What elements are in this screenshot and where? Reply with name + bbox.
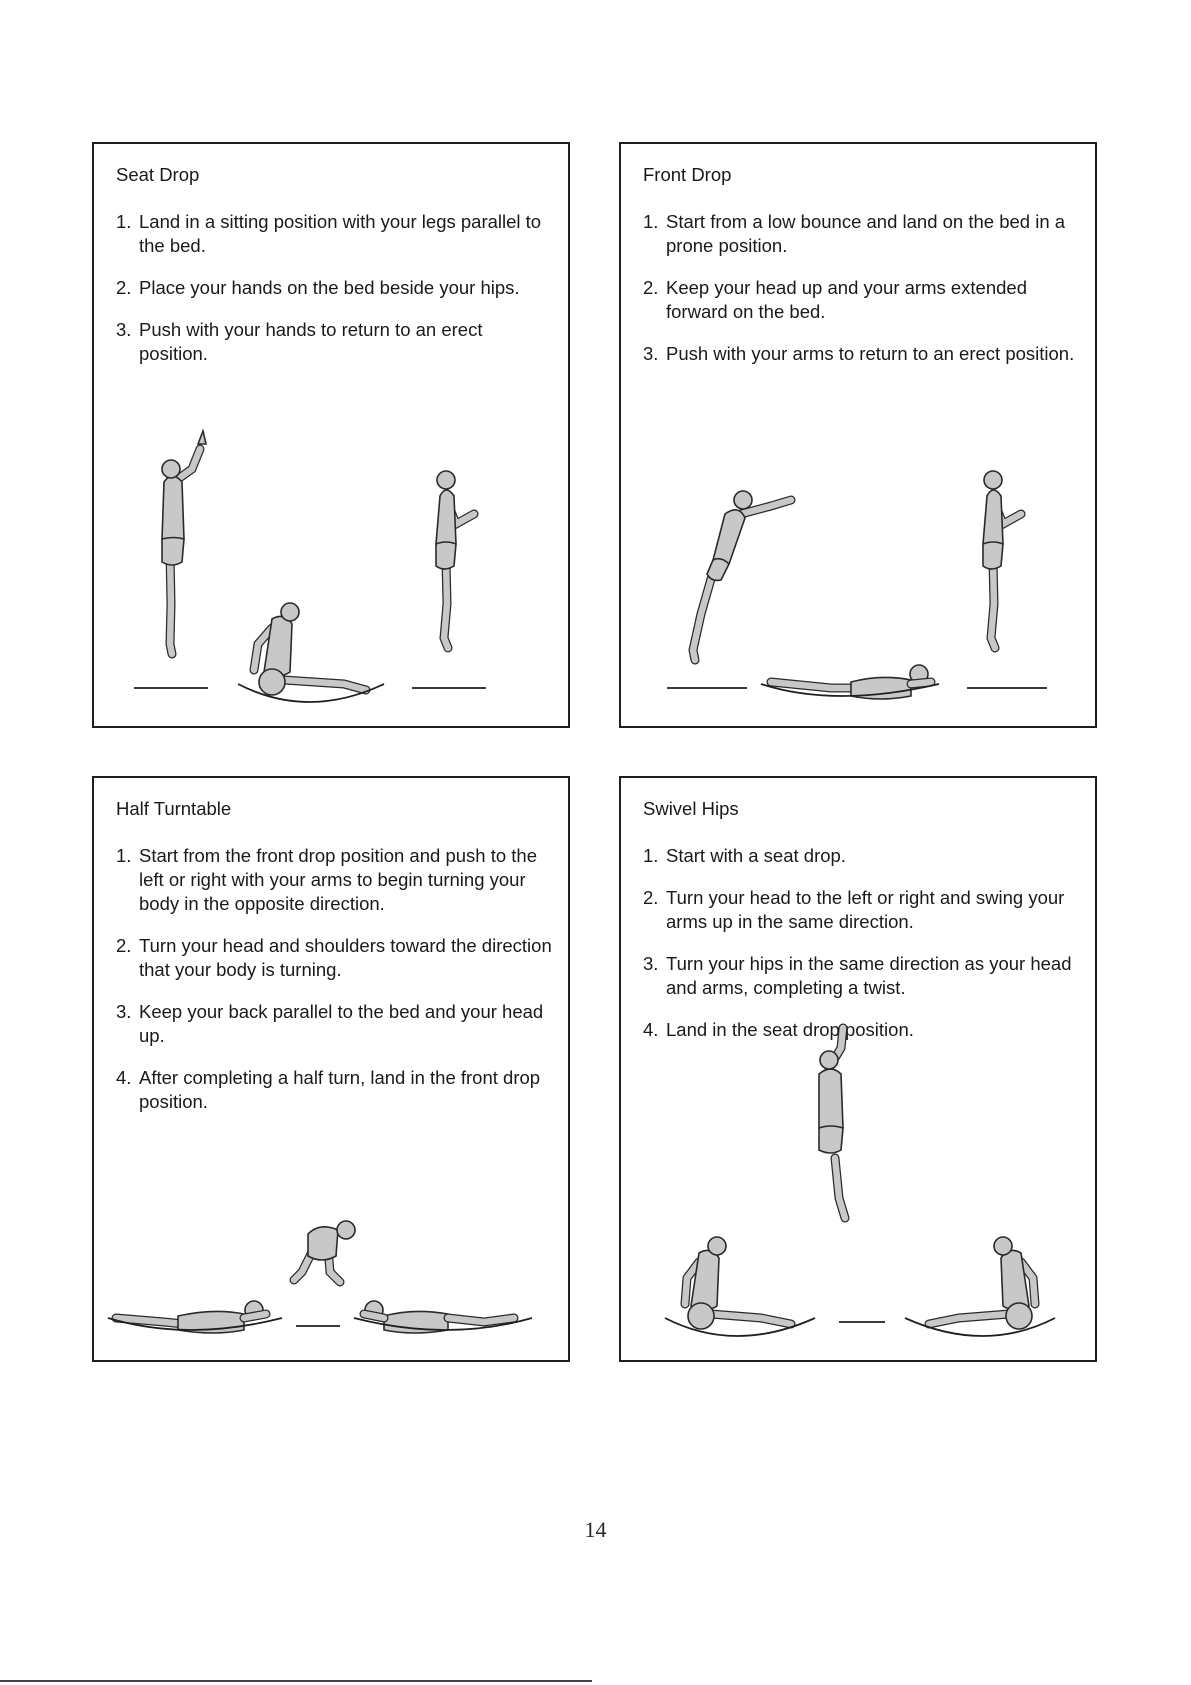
step-number: 3. bbox=[116, 319, 132, 340]
step-text: Land in a sitting position with your legs parallel to the bed. bbox=[139, 211, 542, 256]
leaning-figure bbox=[693, 491, 791, 660]
step-text: Keep your head up and your arms extended forward on the bed. bbox=[666, 277, 1027, 322]
seated-figure bbox=[254, 603, 366, 695]
step-number: 2. bbox=[116, 277, 132, 298]
bed-line bbox=[761, 684, 939, 696]
panel-title: Front Drop bbox=[643, 164, 732, 185]
step-text: Turn your head and shoulders toward the direction that your body is turning. bbox=[139, 935, 552, 980]
standing-figure bbox=[983, 471, 1021, 648]
step-number: 4. bbox=[116, 1067, 132, 1088]
prone-figure bbox=[364, 1301, 514, 1333]
step-item bbox=[116, 1066, 556, 1114]
seat-drop-panel bbox=[92, 142, 570, 728]
step-text: Keep your back parallel to the bed and your head up. bbox=[139, 1001, 544, 1046]
step-number: 1. bbox=[643, 211, 659, 232]
half-turntable-panel bbox=[92, 776, 570, 1362]
step-item bbox=[116, 844, 556, 916]
step-text: Push with your arms to return to an erect position. bbox=[666, 343, 1075, 364]
bottom-rule bbox=[0, 1680, 592, 1682]
step-number: 1. bbox=[643, 845, 659, 866]
standing-figure bbox=[436, 471, 474, 648]
panel-title: Swivel Hips bbox=[643, 798, 739, 819]
step-item bbox=[643, 844, 1083, 868]
bed-line bbox=[354, 1318, 532, 1330]
step-number: 1. bbox=[116, 845, 132, 866]
step-item bbox=[643, 276, 1083, 324]
step-item bbox=[116, 934, 556, 982]
front-drop-panel bbox=[619, 142, 1097, 728]
bed-line bbox=[665, 1318, 815, 1336]
step-item bbox=[643, 886, 1083, 934]
jumping-figure bbox=[162, 431, 206, 654]
step-list bbox=[116, 844, 556, 1132]
step-number: 3. bbox=[643, 953, 659, 974]
step-item bbox=[116, 210, 556, 258]
panel-title: Seat Drop bbox=[116, 164, 200, 185]
swivel-hips-panel bbox=[619, 776, 1097, 1362]
prone-figure bbox=[771, 665, 931, 699]
step-item bbox=[116, 276, 556, 300]
step-text: Turn your hips in the same direction as your head and arms, completing a twist. bbox=[666, 953, 1072, 998]
seated-figure bbox=[929, 1237, 1035, 1329]
step-text: Push with your hands to return to an erect position. bbox=[139, 319, 483, 364]
step-text: Place your hands on the bed beside your hips. bbox=[139, 277, 520, 298]
seated-figure bbox=[685, 1237, 791, 1329]
step-list bbox=[643, 210, 1083, 384]
step-number: 4. bbox=[643, 1019, 659, 1040]
bed-line bbox=[238, 684, 384, 702]
step-number: 2. bbox=[116, 935, 132, 956]
step-item bbox=[643, 342, 1083, 366]
step-item bbox=[643, 952, 1083, 1000]
step-text: After completing a half turn, land in the front drop position. bbox=[139, 1067, 541, 1112]
step-number: 2. bbox=[643, 887, 659, 908]
step-text: Turn your head to the left or right and swing your arms up in the same direction. bbox=[666, 887, 1065, 932]
bed-line bbox=[108, 1318, 282, 1330]
step-list bbox=[643, 844, 1083, 1060]
step-item bbox=[116, 1000, 556, 1048]
bed-line bbox=[905, 1318, 1055, 1336]
step-number: 3. bbox=[643, 343, 659, 364]
step-item bbox=[116, 318, 556, 366]
step-number: 3. bbox=[116, 1001, 132, 1022]
step-list bbox=[116, 210, 556, 384]
step-number: 2. bbox=[643, 277, 659, 298]
step-text: Start with a seat drop. bbox=[666, 845, 846, 866]
step-item bbox=[643, 210, 1083, 258]
turning-figure bbox=[294, 1221, 355, 1282]
step-text: Land in the seat drop position. bbox=[666, 1019, 914, 1040]
step-item bbox=[643, 1018, 1083, 1042]
step-text: Start from the front drop position and push to the left or right with your arms to begin turning your body in the opposite direction. bbox=[139, 845, 537, 914]
prone-figure bbox=[116, 1301, 266, 1333]
step-number: 1. bbox=[116, 211, 132, 232]
step-text: Start from a low bounce and land on the bed in a prone position. bbox=[666, 211, 1066, 256]
panel-title: Half Turntable bbox=[116, 798, 232, 819]
page-number: 14 bbox=[584, 1517, 607, 1542]
